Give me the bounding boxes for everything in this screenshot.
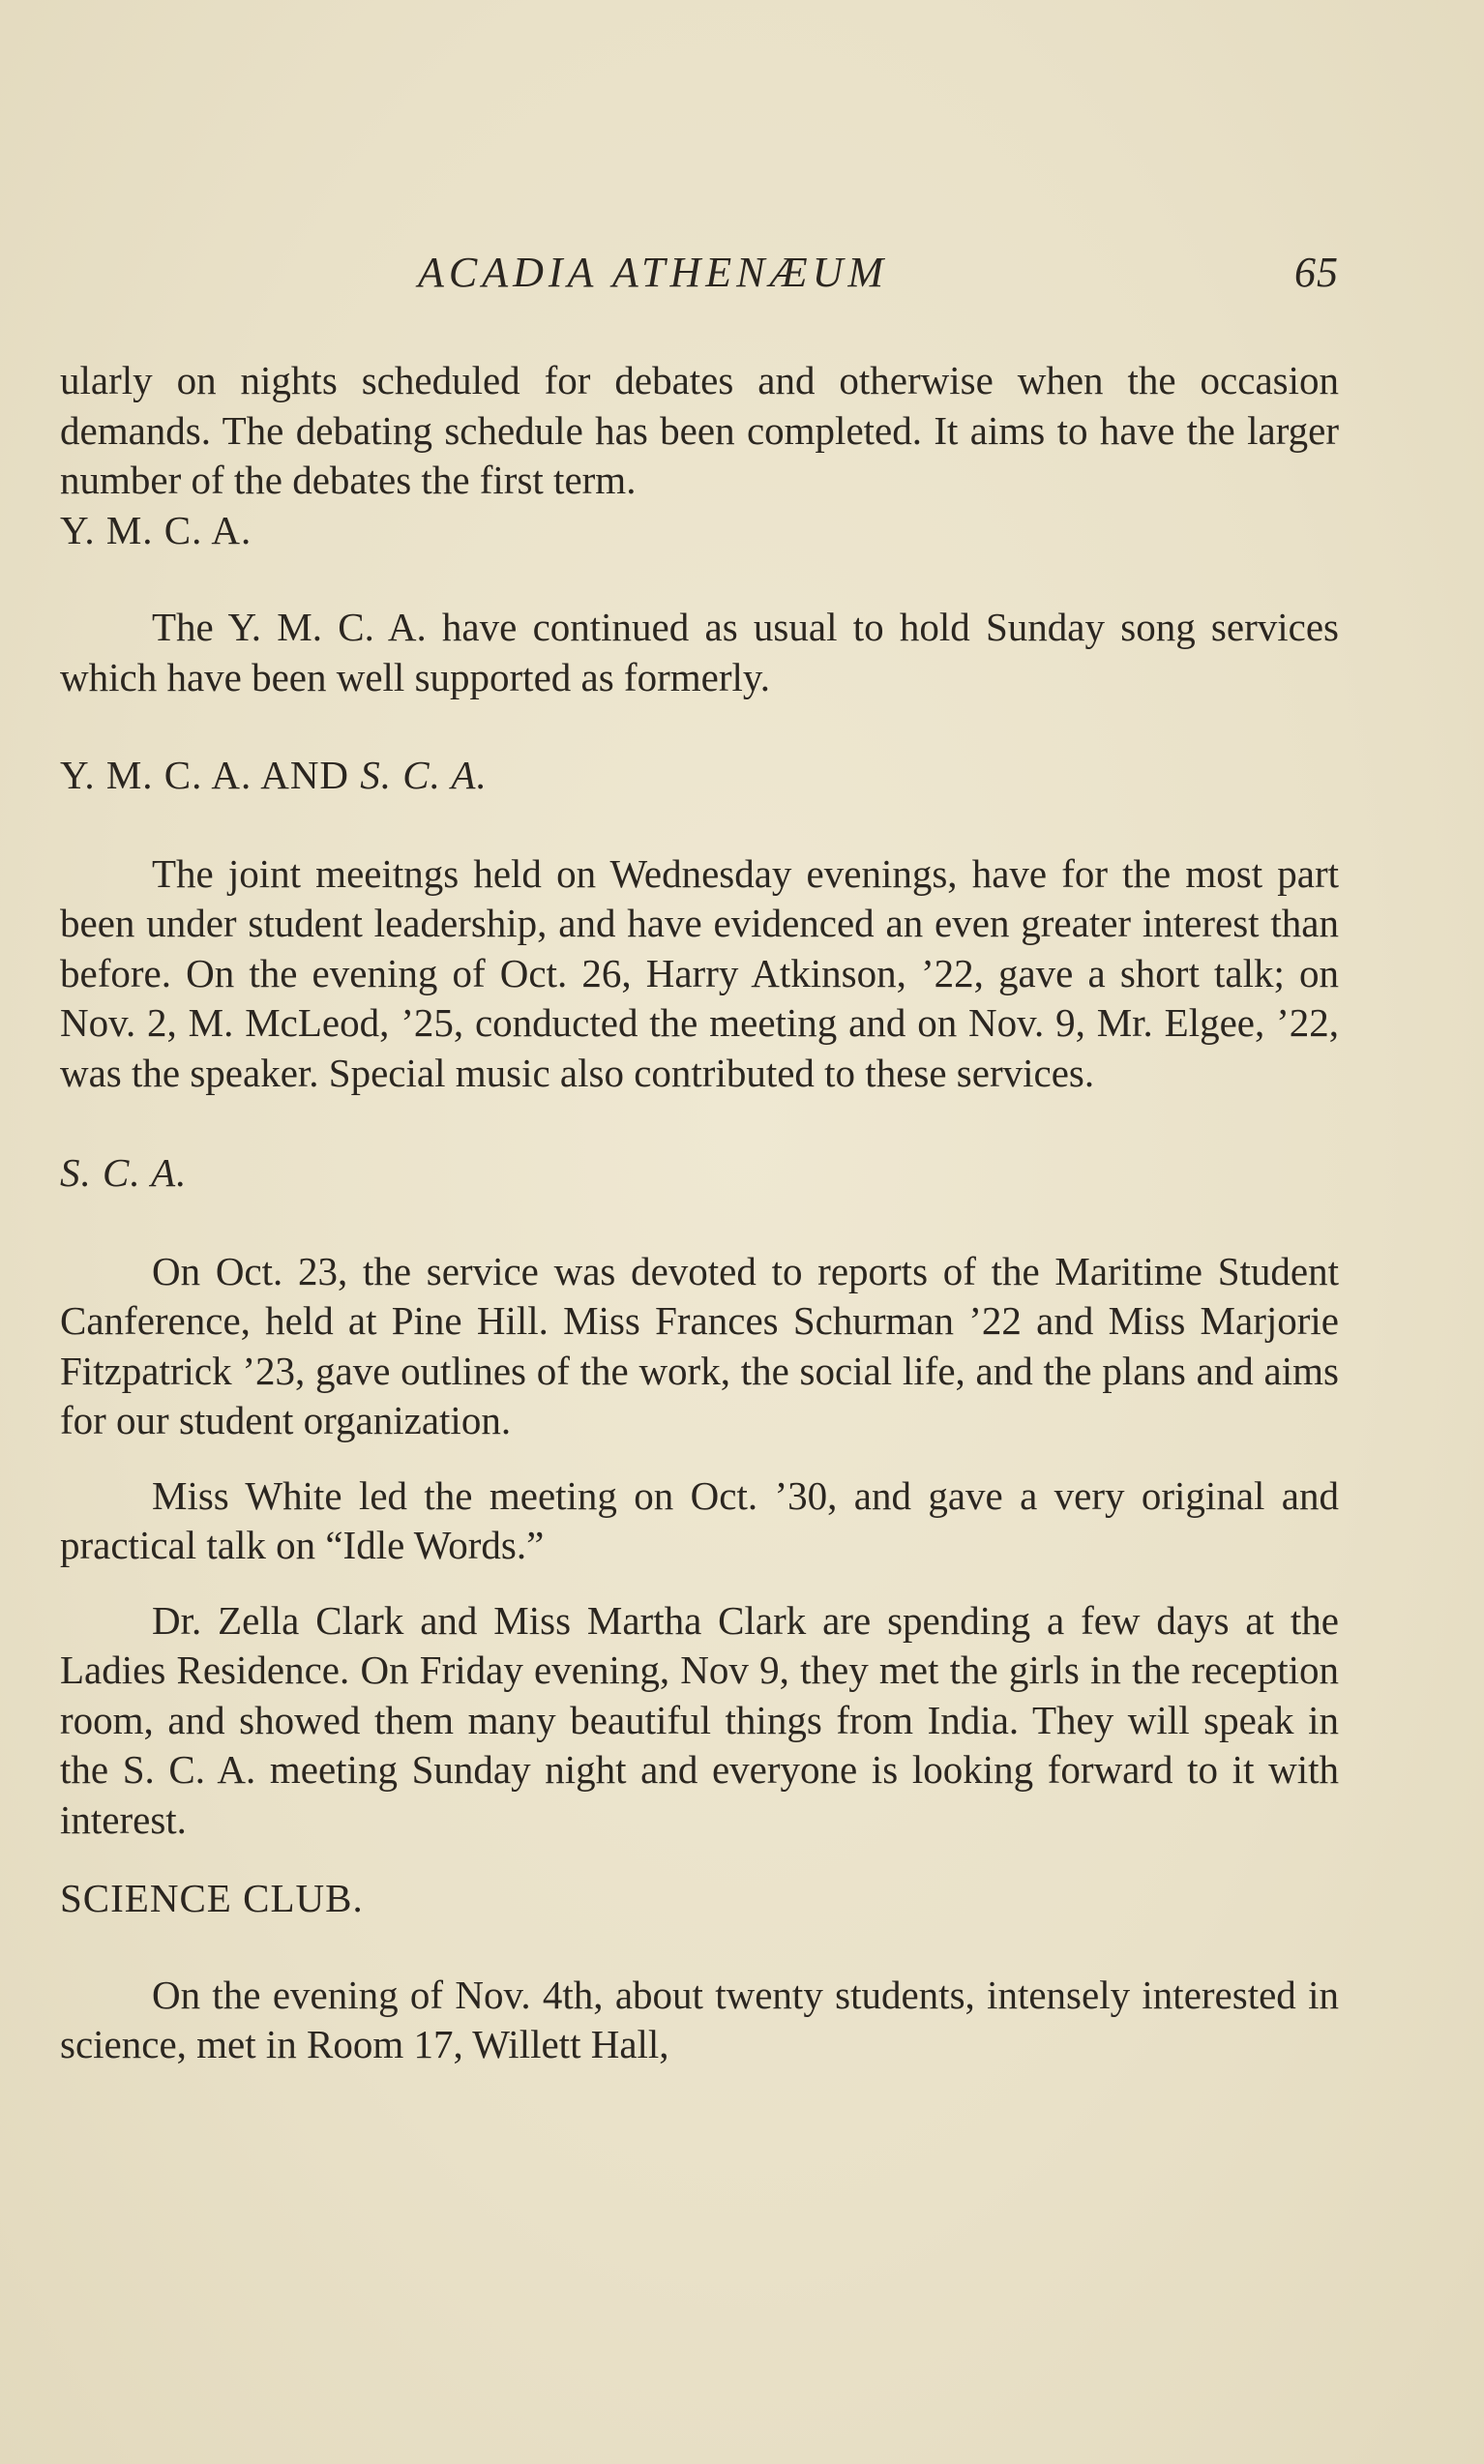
sca-paragraph-2: Miss White led the meeting on Oct. ’30, and gave a very original and practical talk on “Idle Words.”: [60, 1472, 1339, 1567]
joint-heading-part-1: Y. M. C. A. AND: [60, 753, 361, 797]
sca-heading: S. C. A.: [60, 1150, 188, 1195]
article-body: [60, 356, 1339, 2070]
joint-heading: [60, 751, 1339, 801]
printed-page: [60, 242, 1339, 2070]
ymca-paragraph: The Y. M. C. A. have continued as usual to hold Sunday song services which have been well supported as formerly.: [60, 605, 1339, 699]
running-head: [60, 242, 1339, 310]
joint-meetings-paragraph: The joint meeitngs held on Wednesday evenings, have for the most part been under student leadership, and have evidenced an even greater interest than before. On the evening of Oct. 26, Harry Atkinson, ’22, gave a short talk; on Nov. 2, M. McLeod, ’25, conducted the meeting and on Nov. 9, Mr. Elgee, ’22, was the speaker. Special music also contributed to these services.: [60, 850, 1339, 1095]
joint-heading-part-2: S. C. A.: [360, 753, 488, 797]
science-club-heading: SCIENCE CLUB.: [60, 1876, 364, 1920]
page-number: 65: [1294, 249, 1339, 296]
science-club-paragraph: On the evening of Nov. 4th, about twenty students, intensely interested in science, met in Room 17, Willett Hall,: [60, 1972, 1339, 2066]
journal-title: ACADIA ATHENÆUM: [418, 249, 889, 296]
ymca-heading: Y. M. C. A.: [60, 507, 252, 552]
sca-paragraph-3: Dr. Zella Clark and Miss Martha Clark are spending a few days at the Ladies Residence. On Friday evening, Nov 9, they met the girls in the reception room, and showed them many beautiful things from India. They will speak in the S. C. A. meeting Sunday night and everyone is looking forward to it with interest.: [60, 1597, 1339, 1842]
intro-paragraph: ularly on nights scheduled for debates and otherwise when the occasion demands. The debating schedule has been completed. It aims to have the larger number of the debates the first term.: [60, 358, 1339, 502]
sca-paragraph-1: On Oct. 23, the service was devoted to reports of the Maritime Student Canference, held at Pine Hill. Miss Frances Schurman ’22 and Miss Marjorie Fitzpatrick ’23, gave outlines of the work, the social life, and the plans and aims for our student organization.: [60, 1248, 1339, 1442]
